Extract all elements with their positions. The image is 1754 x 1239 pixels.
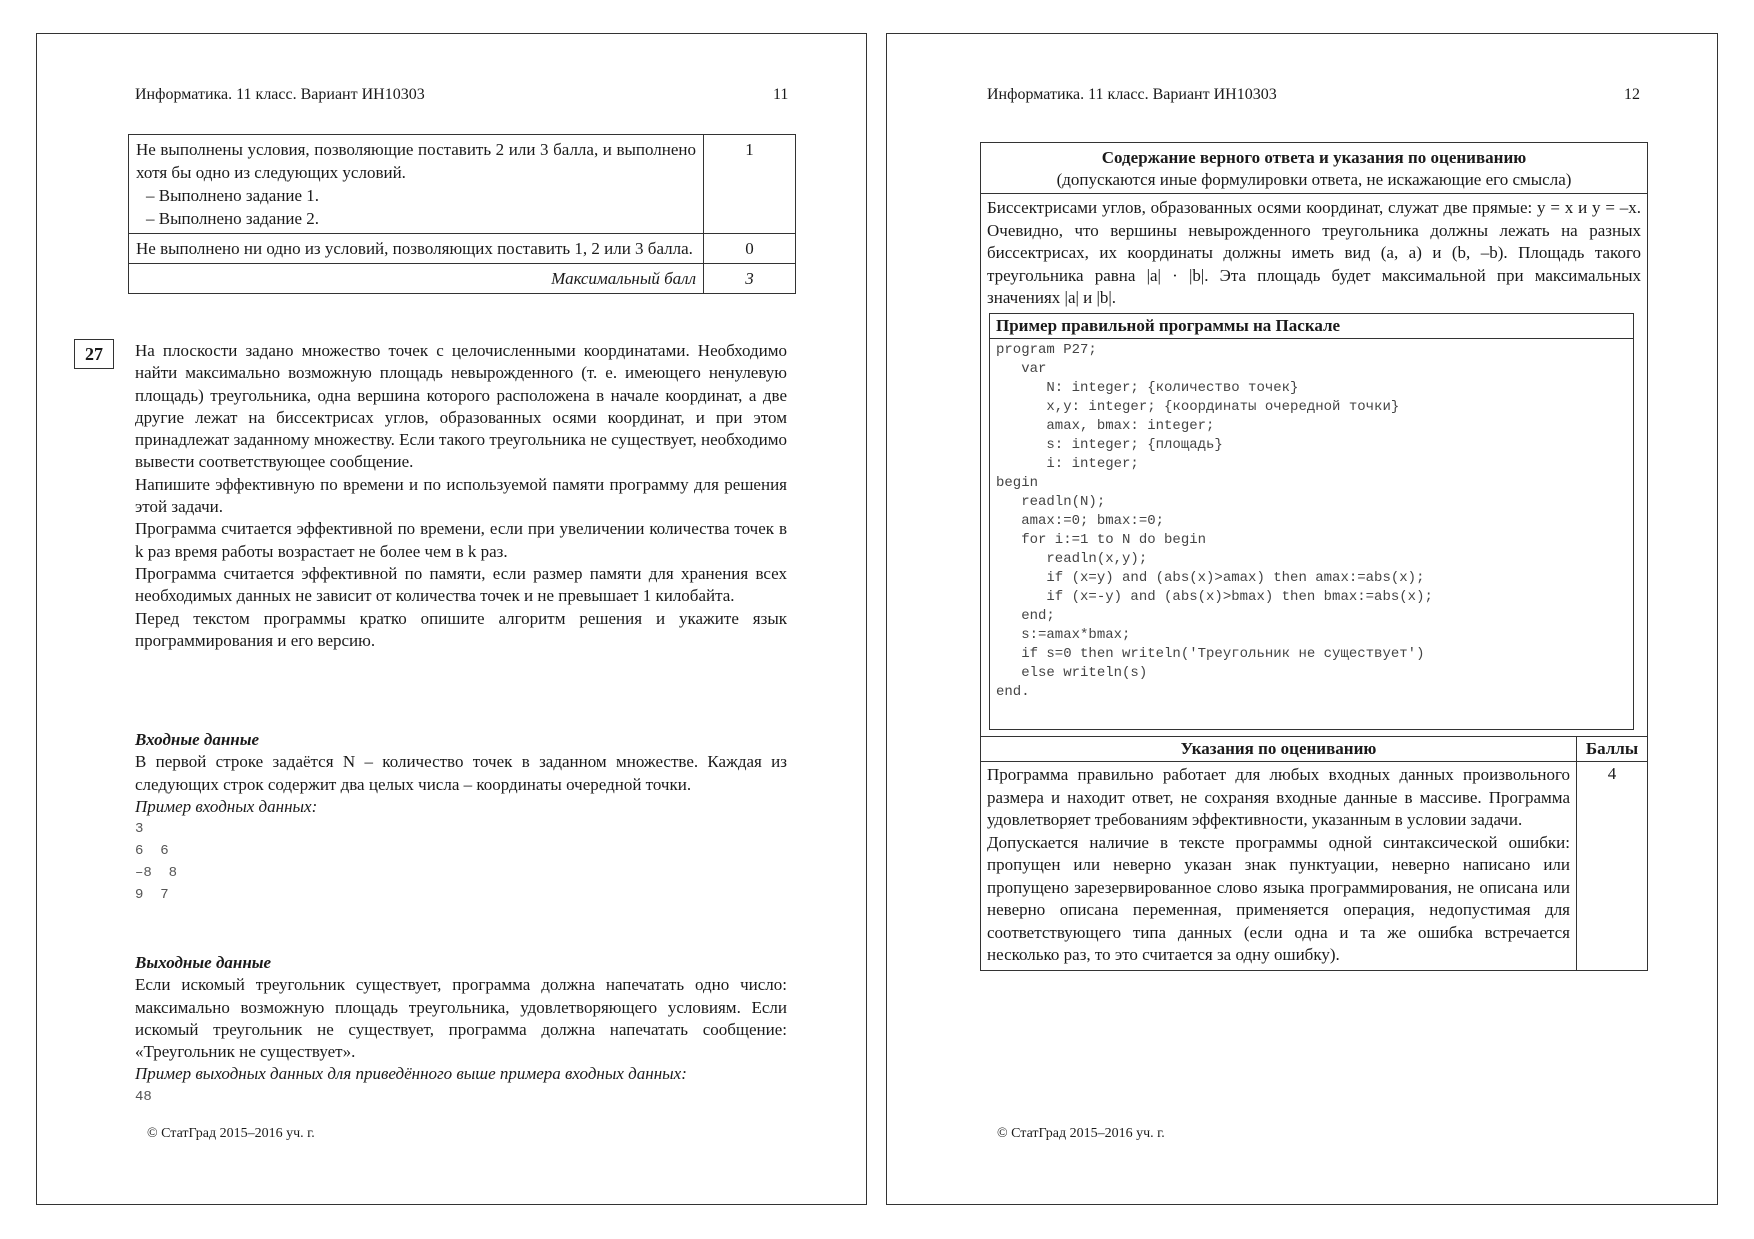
grading-row xyxy=(981,761,1647,970)
grading-score: 4 xyxy=(1607,764,1617,783)
task-paragraph: Напишите эффективную по времени и по используемой памяти программу для решения этой задачи. xyxy=(135,474,787,517)
grading-header: Указания по оцениванию xyxy=(981,737,1577,761)
program-title: Пример правильной программы на Паскале xyxy=(990,314,1633,339)
criteria-score: 1 xyxy=(704,135,796,234)
input-example-line: 9 7 xyxy=(135,887,169,904)
criteria-text: Не выполнено ни одно из условий, позволяющих поставить 1, 2 или 3 балла. xyxy=(129,234,704,264)
output-text: Если искомый треугольник существует, программа должна напечатать одно число: максимально возможную площадь треугольника, удовлетворяющего условиям. Если искомый треугольник не существует, программа должна напечатать сообщение: «Треугольник не существует». xyxy=(135,975,787,1062)
criteria-score: 0 xyxy=(704,234,796,264)
output-section xyxy=(135,952,787,1108)
input-example-line: 6 6 xyxy=(135,843,169,860)
task-paragraph: Перед текстом программы кратко опишите алгоритм решения и укажите язык программирования и его версию. xyxy=(135,608,787,650)
program-box xyxy=(989,313,1634,730)
running-header: Информатика. 11 класс. Вариант ИН10303 xyxy=(987,86,1277,103)
list-item: – Выполнено задание 2. xyxy=(136,207,696,230)
task-statement xyxy=(135,340,787,652)
task-paragraph: На плоскости задано множество точек с целочисленными координатами. Необходимо найти максимально возможную площадь невырожденного (т. е. имеющего ненулевую площадь) треугольника, одна вершина которого расположена в начале координат, а две другие лежат на биссектрисах углов, образованных осями координат, и при этом принадлежат заданному множеству. Если такого треугольника не существует, необходимо вывести соответствующее сообщение. xyxy=(135,341,787,472)
page-left xyxy=(36,33,867,1205)
input-title: Входные данные xyxy=(135,730,260,749)
running-header: Информатика. 11 класс. Вариант ИН10303 xyxy=(135,86,425,103)
task-paragraph: Программа считается эффективной по памяти, если размер памяти для хранения всех необходимых данных не зависит от количества точек и не превышает 1 килобайта. xyxy=(135,563,787,606)
output-title: Выходные данные xyxy=(135,953,272,972)
criteria-text: Не выполнены условия, позволяющие поставить 2 или 3 балла, и выполнено хотя бы одно из следующих условий. xyxy=(136,140,696,182)
footer: © СтатГрад 2015–2016 уч. г. xyxy=(997,1126,1165,1141)
max-score-value: 3 xyxy=(704,264,796,294)
input-example-line: 3 xyxy=(135,821,144,838)
grading-header-row xyxy=(981,736,1647,761)
criteria-row xyxy=(129,135,796,234)
answer-subtitle: (допускаются иные формулировки ответа, не искажающие его смысла) xyxy=(981,169,1647,194)
output-example-label: Пример выходных данных для приведённого выше примера входных данных: xyxy=(135,1064,687,1084)
footer: © СтатГрад 2015–2016 уч. г. xyxy=(147,1126,315,1141)
input-text: В первой строке задаётся N – количество точек в заданном множестве. Каждая из следующих строк содержит два целых числа – координаты очередной точки. xyxy=(135,752,787,794)
grading-paragraph: Программа правильно работает для любых входных данных произвольного размера и находит ответ, не сохраняя входные данные в массиве. Программа удовлетворяет требованиям эффективности, указанным в условии задачи. xyxy=(987,765,1570,829)
answer-box xyxy=(980,142,1648,971)
output-example: 48 xyxy=(135,1088,152,1105)
task-number: 27 xyxy=(74,339,114,369)
page-number: 12 xyxy=(1624,86,1640,103)
score-header: Баллы xyxy=(1585,739,1639,758)
grading-text xyxy=(981,762,1577,970)
max-score-label: Максимальный балл xyxy=(129,264,704,294)
page-right xyxy=(886,33,1718,1205)
criteria-max-row xyxy=(129,264,796,294)
grading-paragraph: Допускается наличие в тексте программы одной синтаксической ошибки: пропущен или неверно указан знак пунктуации, неверно написано или пропущено зарезервированное слово языка программирования, не описана или неверно описана переменная, применяется операция, недопустимая для соответствующего типа данных (если одна и та же ошибка встречается несколько раз, то это считается за одну ошибку). xyxy=(987,832,1570,964)
criteria-text-cell xyxy=(129,135,704,234)
input-example-line: –8 8 xyxy=(135,865,178,882)
criteria-list xyxy=(136,184,696,230)
page-number: 11 xyxy=(773,86,789,103)
answer-title: Содержание верного ответа и указания по оцениванию xyxy=(1101,148,1527,167)
input-example-label: Пример входных данных: xyxy=(135,796,318,816)
program-code: program P27; var N: integer; {количество точек} x,y: integer; {координаты очередной точки} amax, bmax: integer; s: integer; {площадь} i: integer; begin readln(N); amax:=0; bmax:=0; for i:=1 to N do begin readln(x,y); if (x=y) and (abs(x)>amax) then amax:=abs(x); if (x=-y) and (abs(x)>bmax) then bmax:=abs(x); end; s:=amax*bmax; if s=0 then writeln('Треугольник не существует') else writeln(s) end. xyxy=(996,342,1433,700)
criteria-row xyxy=(129,234,796,264)
criteria-table xyxy=(128,134,796,294)
input-section xyxy=(135,729,787,906)
answer-text: Биссектрисами углов, образованных осями координат, служат две прямые: y = x и y = –x. Очевидно, что вершины невырожденного треугольника должны лежать на разных биссектрисах, их координаты должны иметь вид (a, a) и (b, –b). Площадь такого треугольника равна |a| · |b|. Эта площадь будет максимальной при максимальных значениях |a| и |b|. xyxy=(987,198,1641,307)
list-item: – Выполнено задание 1. xyxy=(136,184,696,207)
task-paragraph: Программа считается эффективной по времени, если при увеличении количества точек в k раз время работы возрастает не более чем в k раз. xyxy=(135,519,787,561)
